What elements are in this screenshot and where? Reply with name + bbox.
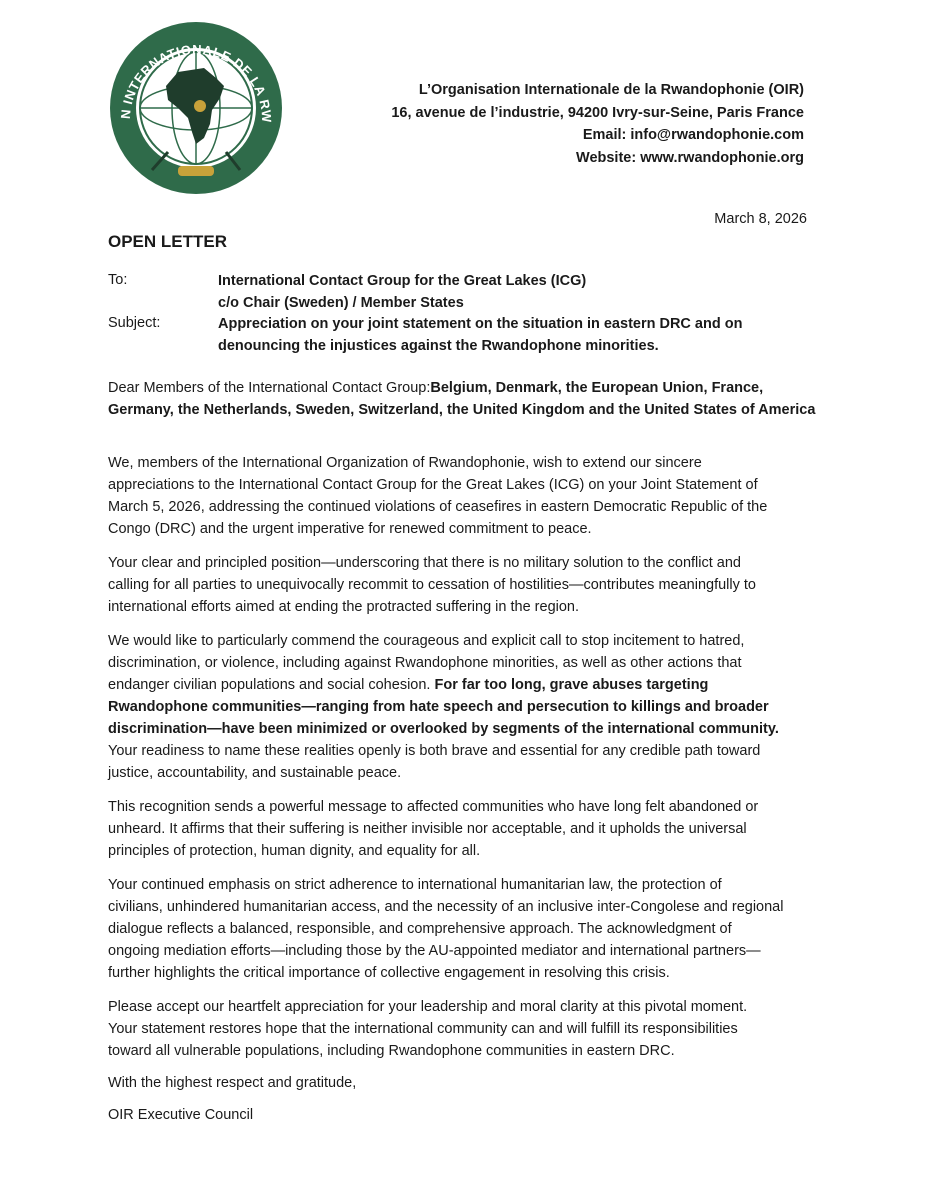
- to-label: To:: [108, 272, 128, 288]
- paragraph-5: [108, 874, 828, 984]
- to-recipient: [218, 270, 586, 314]
- p5-line: ongoing mediation efforts—including those by the AU-appointed mediator and international partners—: [108, 943, 761, 959]
- p3-line: Your readiness to name these realities openly is both brave and essential for any credible path toward: [108, 743, 761, 759]
- paragraph-1: [108, 452, 828, 540]
- org-contact-block: [391, 79, 804, 169]
- logo-text: N INTERNATIONALE DE LA RW: [117, 41, 275, 123]
- p5-line: further highlights the critical importance of collective engagement in resolving this crisis.: [108, 965, 670, 981]
- letter-title: OPEN LETTER: [108, 232, 228, 251]
- p1-line: We, members of the International Organization of Rwandophonie, wish to extend our sincere: [108, 455, 702, 471]
- greeting-line-2: [108, 399, 828, 421]
- subject-text: [218, 313, 742, 357]
- letter-date: March 8, 2026: [714, 211, 807, 227]
- p2-line: international efforts aimed at ending the protracted suffering in the region.: [108, 599, 580, 615]
- p1-line: Congo (DRC) and the urgent imperative for renewed commitment to peace.: [108, 521, 592, 537]
- greeting-countries-2: Germany, the Netherlands, Sweden, Switzerland, the United Kingdom and the United States of America: [108, 402, 816, 418]
- p5-line: dialogue reflects a balanced, responsible, and comprehensive approach. The acknowledgment of: [108, 921, 732, 937]
- paragraph-2: [108, 552, 828, 618]
- subject-label: Subject:: [108, 315, 161, 331]
- paragraph-4: [108, 796, 828, 862]
- p6-line: Please accept our heartfelt appreciation for your leadership and moral clarity at this pivotal moment.: [108, 999, 748, 1015]
- p3-line: justice, accountability, and sustainable peace.: [108, 765, 402, 781]
- org-website[interactable]: Website: www.rwandophonie.org: [576, 149, 804, 166]
- signature: OIR Executive Council: [108, 1107, 254, 1123]
- p2-line: Your clear and principled position—underscoring that there is no military solution to the conflict and: [108, 555, 741, 571]
- org-name: L’Organisation Internationale de la Rwandophonie (OIR): [418, 82, 804, 98]
- subject-line-1: Appreciation on your joint statement on the situation in eastern DRC and on: [218, 316, 743, 332]
- greeting-line-1: [108, 377, 828, 399]
- greeting-countries-1: Belgium, Denmark, the European Union, France,: [430, 380, 764, 396]
- p3-line: We would like to particularly commend the courageous and explicit call to stop incitement to hatred,: [108, 633, 745, 649]
- p4-line: unheard. It affirms that their suffering is neither invisible nor acceptable, and it upholds the universal: [108, 821, 747, 837]
- oir-logo: [108, 20, 284, 196]
- p3-plain-part: endanger civilian populations and social cohesion.: [108, 677, 435, 693]
- org-email[interactable]: Email: info@rwandophonie.com: [582, 127, 804, 143]
- p1-line: March 5, 2026, addressing the continued violations of ceasefires in eastern Democratic Republic of the: [108, 499, 768, 515]
- to-line-2: c/o Chair (Sweden) / Member States: [218, 295, 464, 311]
- p6-line: toward all vulnerable populations, including Rwandophone communities in eastern DRC.: [108, 1043, 675, 1059]
- p6-line: Your statement restores hope that the international community can and will fulfill its responsibilities: [108, 1021, 738, 1037]
- p2-line: calling for all parties to unequivocally recommit to cessation of hostilities—contributes meaningfully to: [108, 577, 756, 593]
- paragraph-3: [108, 630, 828, 784]
- to-line-1: International Contact Group for the Great Lakes (ICG): [218, 273, 587, 289]
- p5-line: Your continued emphasis on strict adherence to international humanitarian law, the protection of: [108, 877, 722, 893]
- p3-bold-part: For far too long, grave abuses targeting: [434, 677, 709, 693]
- p3-bold-line: Rwandophone communities—ranging from hate speech and persecution to killings and broader: [108, 699, 769, 715]
- p4-line: principles of protection, human dignity, and equality for all.: [108, 843, 481, 859]
- p3-line: [108, 674, 828, 696]
- greeting-plain: Dear Members of the International Contact Group:: [108, 380, 431, 396]
- closing-salutation: With the highest respect and gratitude,: [108, 1075, 357, 1091]
- p3-line: discrimination, or violence, including against Rwandophone minorities, as well as other actions that: [108, 655, 742, 671]
- p3-line: [108, 696, 828, 718]
- p4-line: This recognition sends a powerful message to affected communities who have long felt abandoned or: [108, 799, 759, 815]
- paragraph-6: [108, 996, 828, 1062]
- greeting: [108, 377, 828, 421]
- oir-seal-icon: [108, 20, 284, 196]
- org-address: 16, avenue de l’industrie, 94200 Ivry-sur-Seine, Paris France: [391, 104, 804, 121]
- p3-line: [108, 718, 828, 740]
- p3-bold-line: discrimination—have been minimized or overlooked by segments of the international community.: [108, 721, 779, 737]
- p5-line: civilians, unhindered humanitarian access, and the necessity of an inclusive inter-Congolese and regional: [108, 899, 784, 915]
- subject-line-2: denouncing the injustices against the Rwandophone minorities.: [218, 338, 659, 354]
- p1-line: appreciations to the International Contact Group for the Great Lakes (ICG) on your Joint Statement of: [108, 477, 758, 493]
